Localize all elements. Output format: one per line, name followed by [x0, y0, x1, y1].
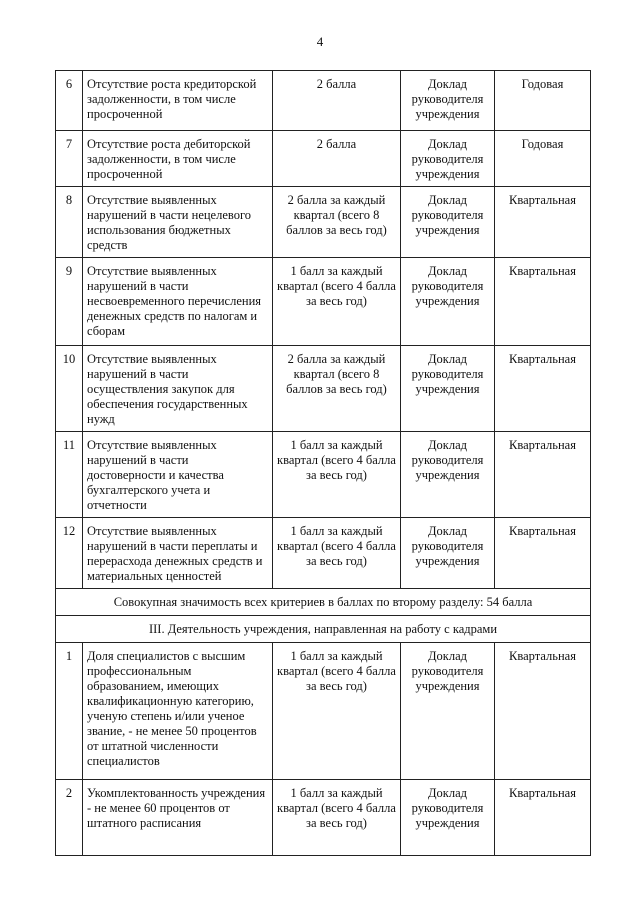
- page-number: 4: [316, 34, 324, 49]
- criterion-points: 1 балл за каждый квартал (всего 4 балла за весь год): [273, 780, 401, 856]
- criterion-points: 1 балл за каждый квартал (всего 4 балла за весь год): [273, 643, 401, 780]
- criterion-source: Доклад руководителя учреждения: [401, 432, 495, 518]
- table-row: [56, 780, 591, 856]
- criterion-name: Укомплектованность учреждения - не менее 60 процентов от штатного расписания: [83, 780, 273, 856]
- criterion-period: Квартальная: [495, 187, 591, 258]
- criterion-points: 2 балла за каждый квартал (всего 8 баллов за весь год): [273, 346, 401, 432]
- criterion-period: Годовая: [495, 71, 591, 131]
- criterion-name: Отсутствие выявленных нарушений в части несвоевременного перечисления денежных средств по налогам и сборам: [83, 258, 273, 346]
- criterion-period: Квартальная: [495, 643, 591, 780]
- criterion-name: Отсутствие выявленных нарушений в части осуществления закупок для обеспечения государственных нужд: [83, 346, 273, 432]
- criterion-name: Отсутствие выявленных нарушений в части переплаты и перерасхода денежных средств и материальных ценностей: [83, 518, 273, 589]
- criterion-period: Квартальная: [495, 780, 591, 856]
- table-row: [56, 518, 591, 589]
- criterion-period: Квартальная: [495, 346, 591, 432]
- table-row: [56, 131, 591, 187]
- criterion-points: 1 балл за каждый квартал (всего 4 балла за весь год): [273, 432, 401, 518]
- criterion-number: 9: [56, 258, 83, 346]
- criterion-period: Квартальная: [495, 258, 591, 346]
- criteria-table: [55, 70, 591, 856]
- table-row: [56, 346, 591, 432]
- criteria-table-body: [56, 71, 591, 856]
- criterion-name: Отсутствие выявленных нарушений в части достоверности и качества бухгалтерского учета и отчетности: [83, 432, 273, 518]
- criterion-points: 2 балла за каждый квартал (всего 8 баллов за весь год): [273, 187, 401, 258]
- section-heading-row: [56, 616, 591, 643]
- criterion-points: 2 балла: [273, 131, 401, 187]
- criterion-number: 8: [56, 187, 83, 258]
- table-row: [56, 71, 591, 131]
- criterion-number: 6: [56, 71, 83, 131]
- criterion-number: 2: [56, 780, 83, 856]
- section-total-row: [56, 589, 591, 616]
- criterion-number: 1: [56, 643, 83, 780]
- criterion-points: 2 балла: [273, 71, 401, 131]
- criterion-source: Доклад руководителя учреждения: [401, 131, 495, 187]
- criterion-points: 1 балл за каждый квартал (всего 4 балла за весь год): [273, 258, 401, 346]
- criterion-source: Доклад руководителя учреждения: [401, 187, 495, 258]
- table-row: [56, 432, 591, 518]
- criterion-period: Квартальная: [495, 432, 591, 518]
- section-3-heading: III. Деятельность учреждения, направленная на работу с кадрами: [56, 616, 591, 643]
- criterion-source: Доклад руководителя учреждения: [401, 780, 495, 856]
- criterion-period: Годовая: [495, 131, 591, 187]
- criterion-number: 12: [56, 518, 83, 589]
- criterion-number: 7: [56, 131, 83, 187]
- criterion-source: Доклад руководителя учреждения: [401, 518, 495, 589]
- table-row: [56, 643, 591, 780]
- criterion-name: Отсутствие выявленных нарушений в части нецелевого использования бюджетных средств: [83, 187, 273, 258]
- criterion-name: Доля специалистов с высшим профессиональным образованием, имеющих квалификационную категорию, ученую степень и/или ученое звание, - не менее 50 процентов от штатной численности специалистов: [83, 643, 273, 780]
- criterion-source: Доклад руководителя учреждения: [401, 346, 495, 432]
- table-row: [56, 187, 591, 258]
- criterion-number: 11: [56, 432, 83, 518]
- criterion-number: 10: [56, 346, 83, 432]
- criterion-source: Доклад руководителя учреждения: [401, 643, 495, 780]
- criterion-points: 1 балл за каждый квартал (всего 4 балла за весь год): [273, 518, 401, 589]
- criterion-period: Квартальная: [495, 518, 591, 589]
- criterion-source: Доклад руководителя учреждения: [401, 258, 495, 346]
- criterion-name: Отсутствие роста кредиторской задолженности, в том числе просроченной: [83, 71, 273, 131]
- section-2-total: Совокупная значимость всех критериев в баллах по второму разделу: 54 балла: [56, 589, 591, 616]
- criterion-name: Отсутствие роста дебиторской задолженности, в том числе просроченной: [83, 131, 273, 187]
- table-row: [56, 258, 591, 346]
- criterion-source: Доклад руководителя учреждения: [401, 71, 495, 131]
